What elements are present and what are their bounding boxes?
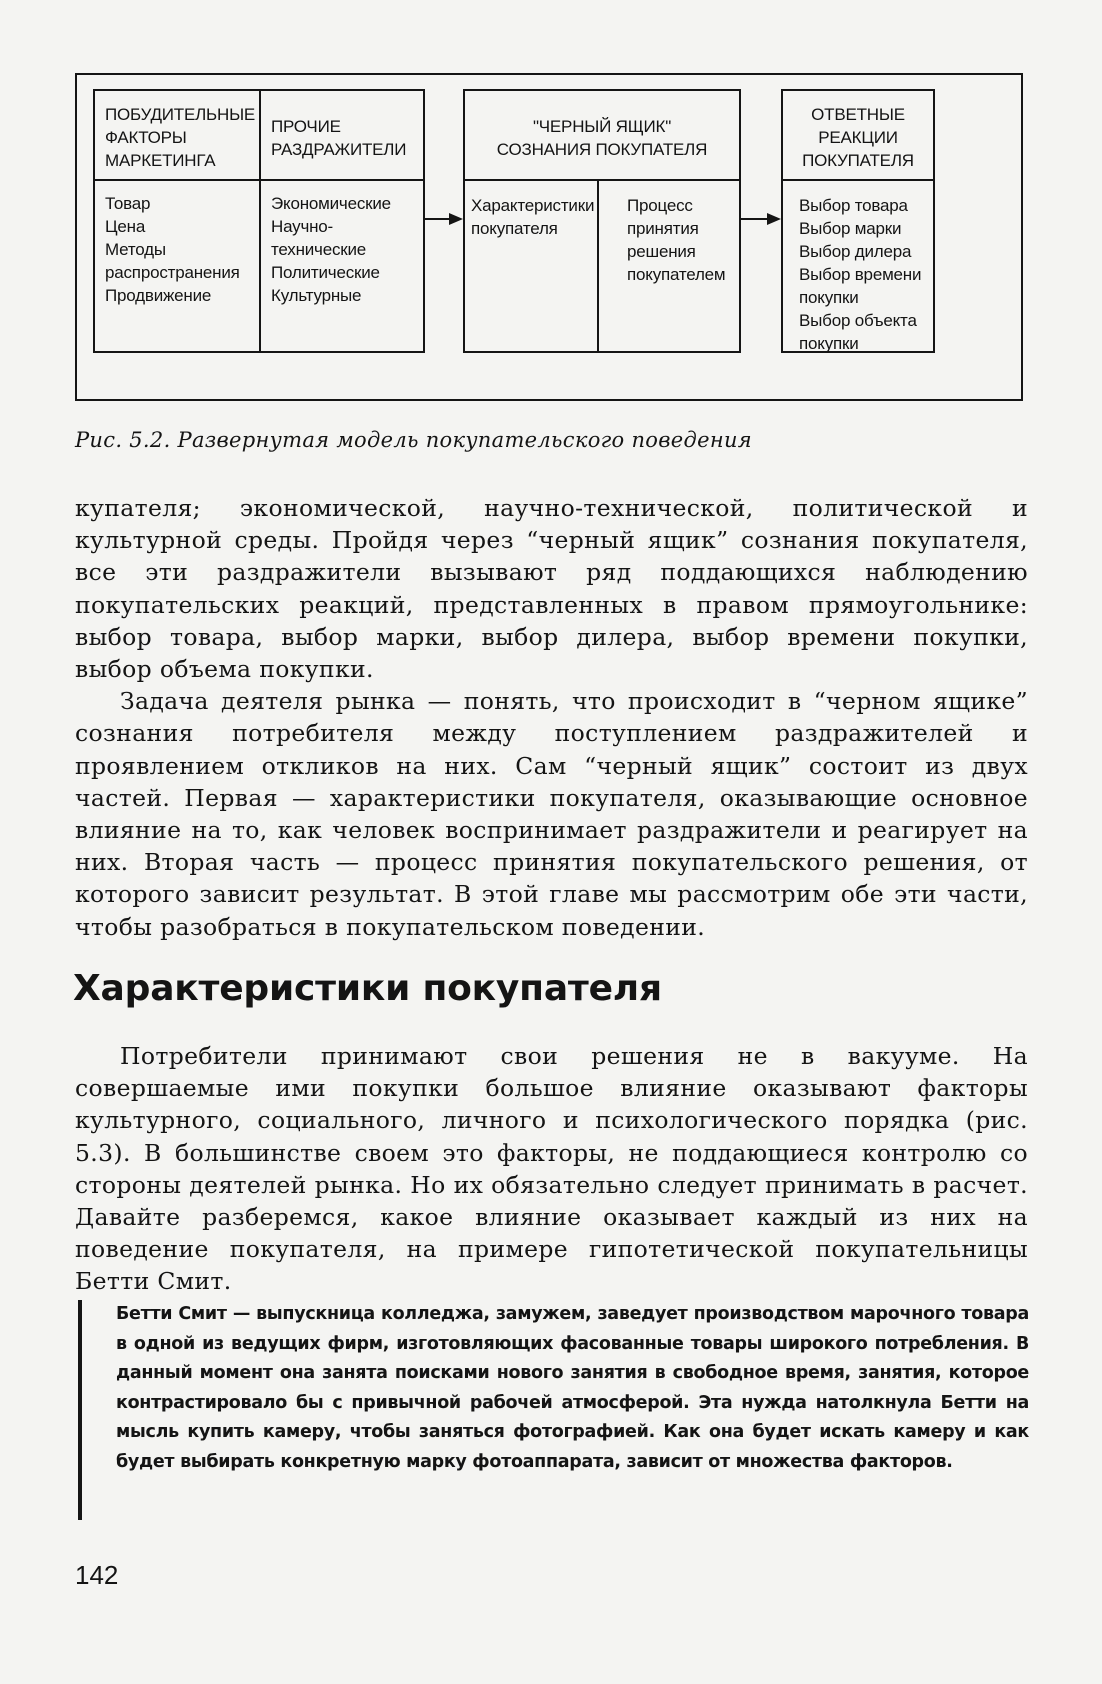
paragraph-3: Потребители принимают свои решения не в вакууме. На совершаемые ими покупки большое влияние оказывают факторы культурного, социального, личного и психологического порядка (рис. 5.3). В большинстве своем это факторы, не поддающиеся контролю со стороны деятелей рынка. Но их обязательно следует принимать в расчет. Давайте разберемся, какое влияние оказывает каждый из них на поведение покупателя, на примере гипотетической покупательницы Бетти Смит. bbox=[75, 1042, 1028, 1296]
figure-caption: Рис. 5.2. Развернутая модель покупательского поведения bbox=[75, 428, 752, 452]
arrow-right-icon bbox=[425, 211, 465, 227]
sidebar-rule bbox=[78, 1300, 82, 1520]
responses-header: ОТВЕТНЫЕ РЕАКЦИИ ПОКУПАТЕЛЯ bbox=[802, 105, 914, 170]
paragraph-2: Задача деятеля рынка — понять, что происходит в “черном ящике” сознания потребителя между поступлением раздражителей и проявлением откликов на них. Сам “черный ящик” состоит из двух частей. Первая — характеристики покупателя, оказывающие основное влияние на то, как человек воспринимает раздражители и реагирует на них. Вторая часть — процесс принятия покупательского решения, от которого зависит результат. В этой главе мы рассмотрим обе эти части, чтобы разобраться в покупательском поведении. bbox=[75, 687, 1028, 941]
responses-box bbox=[781, 89, 935, 353]
figure-diagram bbox=[75, 73, 1023, 401]
other-stimuli-items: Экономические Научно- технические Политические Культурные bbox=[271, 194, 391, 305]
sidebar-text: Бетти Смит — выпускница колледжа, замужем, заведует производством марочного товара в одной из ведущих фирм, изготовляющих фасованные товары широкого потребления. В данный момент она занята поисками нового занятия в свободное время, занятия, которое контрастировало бы с привычной рабочей атмосферой. Эта нужда натолкнула Бетти на мысль купить камеру, чтобы заняться фотографией. Как она будет искать камеру и как будет выбирать конкретную марку фотоаппарата, зависит от множества факторов. bbox=[116, 1304, 1029, 1472]
marketing-stimuli-header: ПОБУДИТЕЛЬНЫЕ ФАКТОРЫ МАРКЕТИНГА bbox=[105, 105, 256, 170]
black-box-divider bbox=[597, 179, 599, 351]
responses-items: Выбор товара Выбор марки Выбор дилера Выбор времени покупки Выбор объекта покупки bbox=[799, 196, 922, 353]
arrow-right-icon bbox=[741, 211, 783, 227]
stimuli-box bbox=[93, 89, 425, 353]
stimuli-divider bbox=[259, 91, 261, 351]
page-number: 142 bbox=[75, 1560, 119, 1590]
paragraph-1: купателя; экономической, научно-технической, политической и культурной среды. Пройдя через “черный ящик” сознания покупателя, все эти раздражители вызывают ряд поддающихся наблюдению покупательских реакций, представленных в правом прямоугольнике: выбор товара, выбор марки, выбор дилера, выбор времени покупки, выбор объема покупки. bbox=[75, 494, 1028, 684]
black-box bbox=[463, 89, 741, 353]
sidebar-note bbox=[78, 1300, 1031, 1520]
marketing-stimuli-items: Товар Цена Методы распространения Продвижение bbox=[105, 194, 240, 305]
black-box-header: "ЧЕРНЫЙ ЯЩИК" СОЗНАНИЯ ПОКУПАТЕЛЯ bbox=[496, 117, 708, 159]
decision-process: Процесс принятия решения покупателем bbox=[627, 196, 726, 284]
body-paragraphs bbox=[75, 492, 1028, 943]
section-heading: Характеристики покупателя bbox=[73, 968, 662, 1009]
section-body bbox=[75, 1040, 1028, 1298]
other-stimuli-header: ПРОЧИЕ РАЗДРАЖИТЕЛИ bbox=[271, 117, 407, 159]
buyer-characteristics: Характеристики покупателя bbox=[471, 196, 595, 238]
